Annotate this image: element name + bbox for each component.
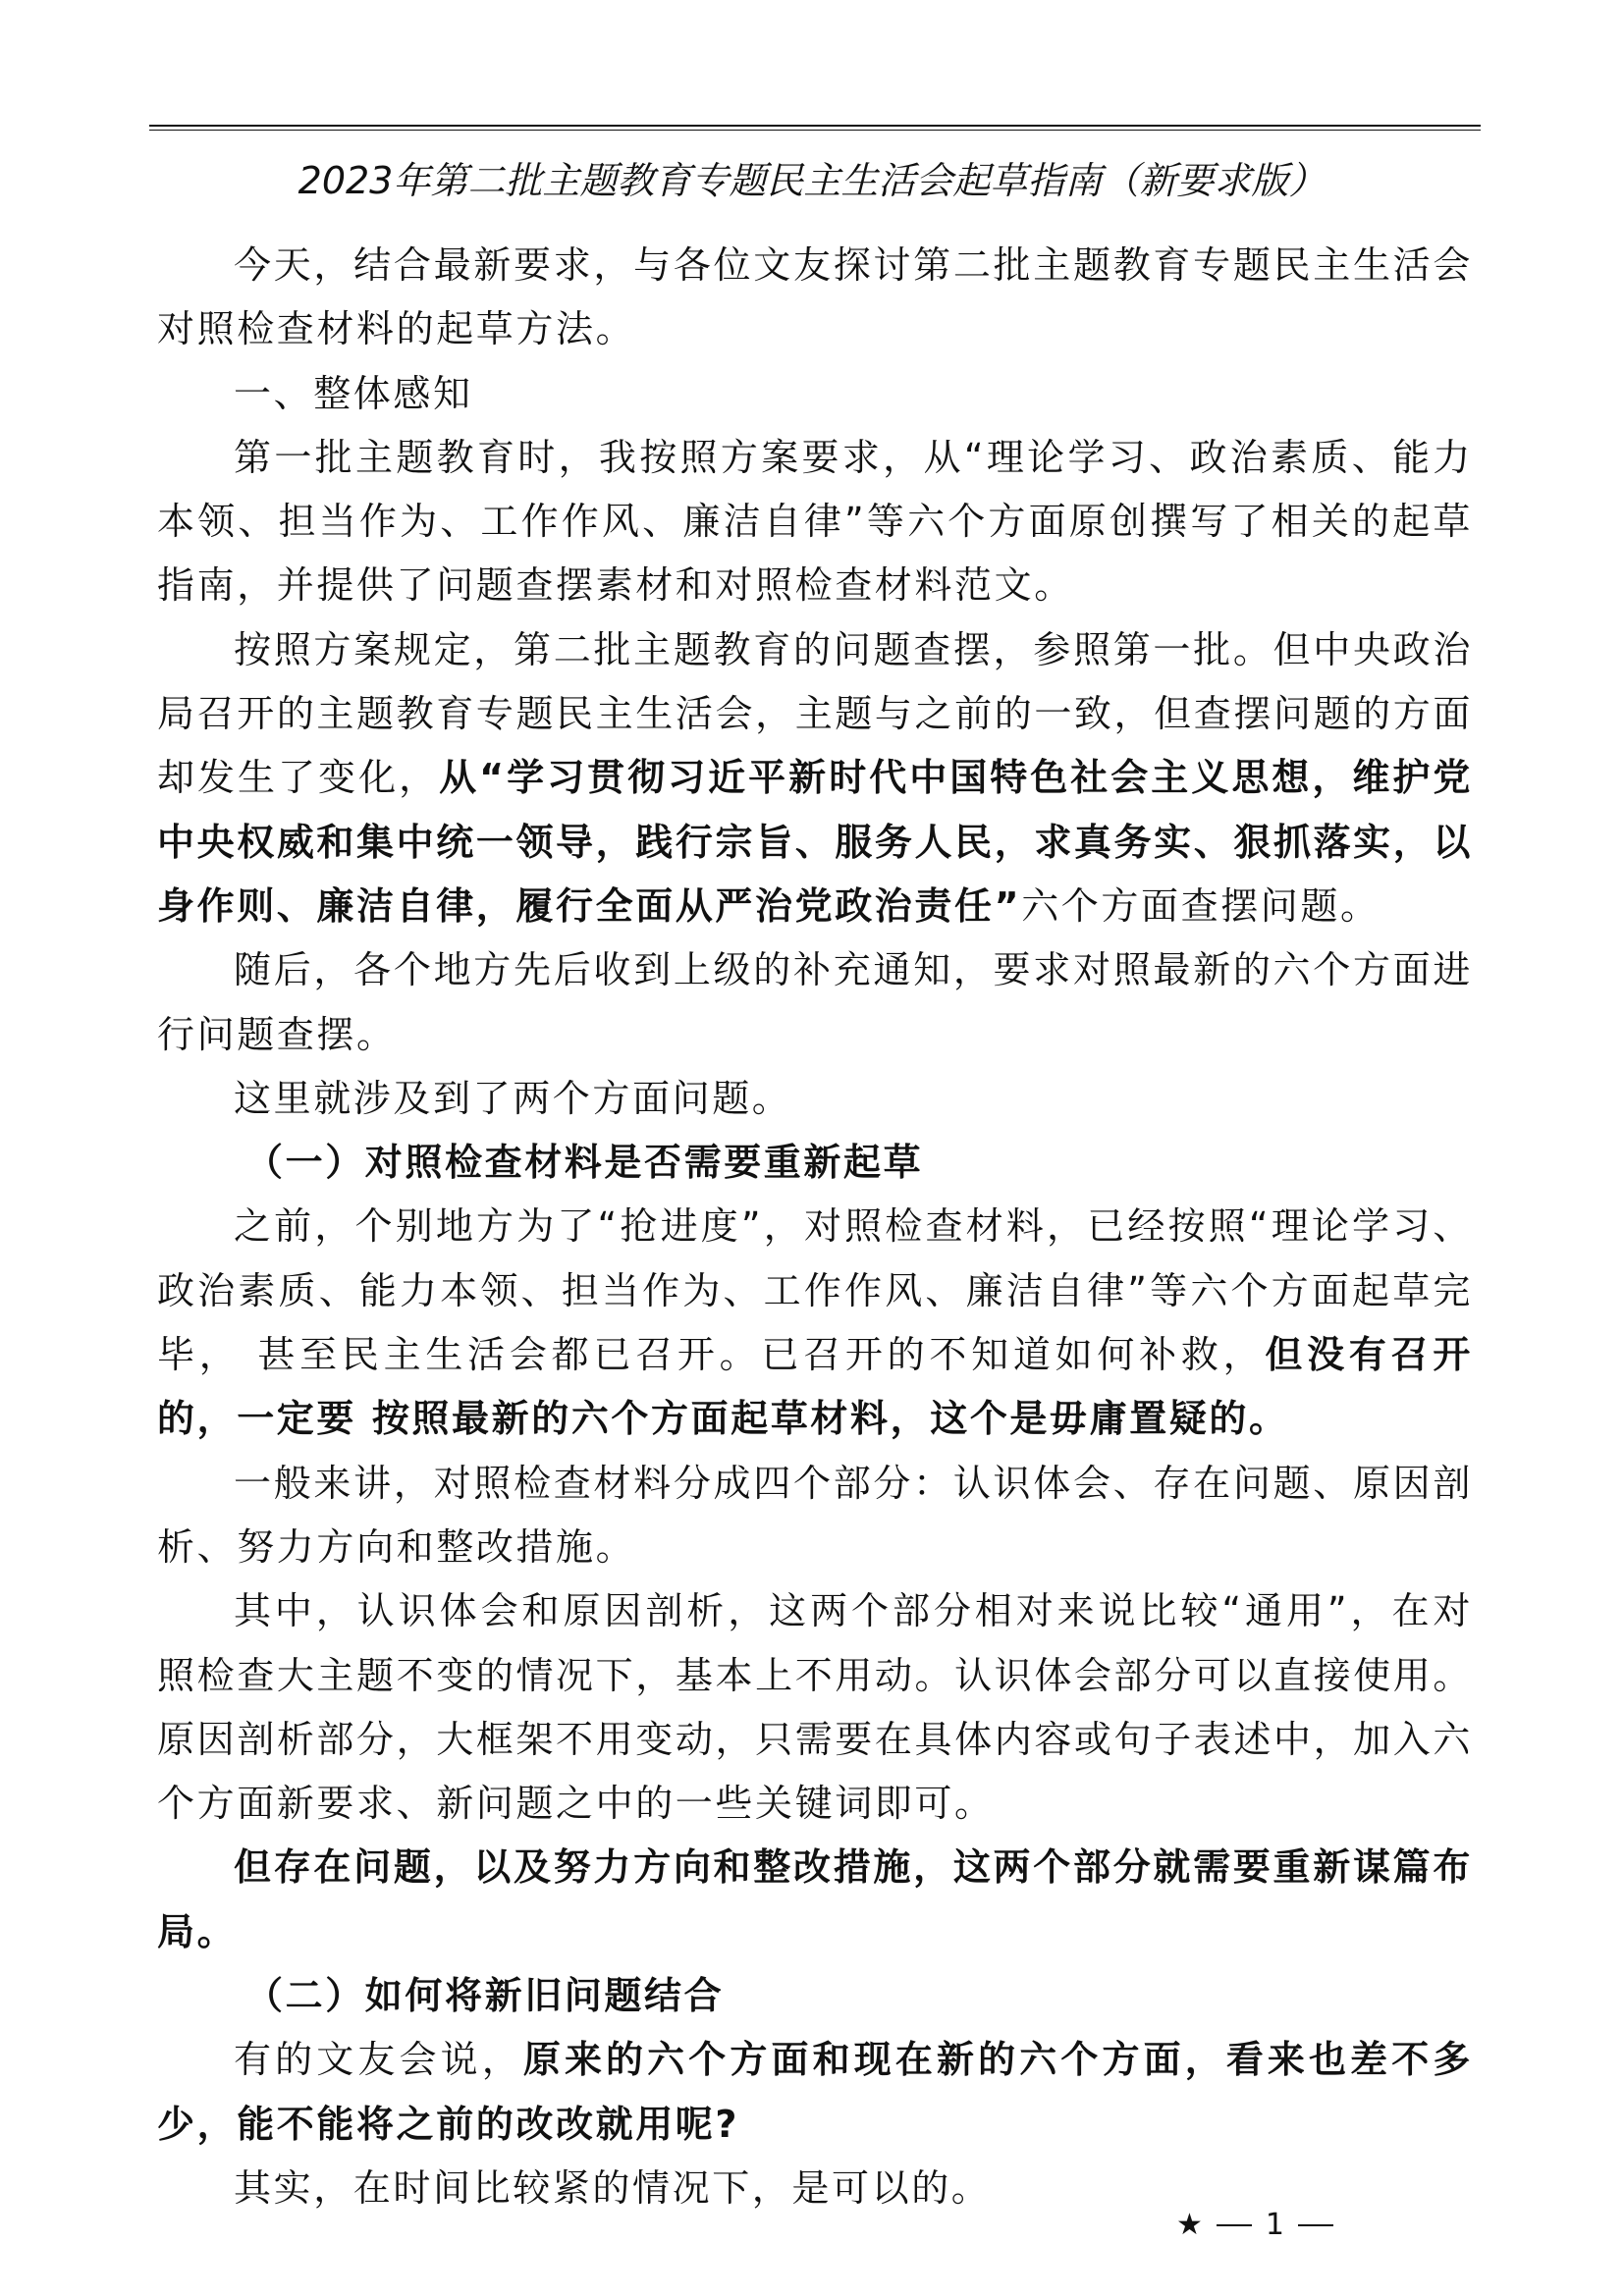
paragraph	[157, 426, 1473, 618]
bold-text: 从“学习贯彻习近平新时代中国特色社会主义思想，维护党中央权威和集中统一领导，践行宗旨、服务人民，求真务实、狠抓落实，以身作则、廉洁自律，履行全面从严治党政治责任”	[157, 756, 1473, 928]
paragraph	[157, 938, 1473, 1067]
bold-text: 但存在问题，以及努力方向和整改措施，这两个部分就需要重新谋篇布局。	[157, 1845, 1473, 1953]
bold-text: 但没有召开的，一定要 按照最新的六个方面起草材料，这个是毋庸置疑的。	[157, 1333, 1473, 1441]
paragraph	[157, 1452, 1473, 1580]
text-run: 按照方案规定，第二批主题教育的问题查摆，参照第一批。但中央政治局召开的主题教育专题民主生活会，主题与之前的一致，但查摆问题的方面却发生了变化，	[157, 627, 1473, 800]
header-rule-thick	[149, 125, 1481, 127]
text-run: 其实，在时间比较紧的情况下，是可以的。	[234, 2165, 992, 2210]
dash-right	[1298, 2224, 1333, 2226]
dash-left	[1217, 2224, 1252, 2226]
document-body	[157, 234, 1473, 2220]
paragraph	[157, 1579, 1473, 1836]
text-run: 这里就涉及到了两个方面问题。	[234, 1076, 792, 1120]
bold-text: 原来的六个方面和现在新的六个方面，看来也差不多少，能不能将之前的改改就用呢?	[157, 2038, 1473, 2146]
text-run: 六个方面查摆问题。	[1021, 883, 1380, 928]
paragraph	[157, 1195, 1473, 1451]
text-run: 之前，个别地方为了“抢进度”，对照检查材料，已经按照“理论学习、 政治素质、能力本领、担当作为、工作作风、廉洁自律”等六个方面起草完毕， 甚至民主生活会都已召开。已召开的不知道如何补救，	[157, 1204, 1473, 1377]
document-title: 2023年第二批主题教育专题民主生活会起草指南（新要求版）	[298, 159, 1326, 202]
text-run: 第一批主题教育时，我按照方案要求，从“理论学习、政治素质、能力本领、担当作为、工作作风、廉洁自律”等六个方面原创撰写了相关的起草指南，并提供了问题查摆素材和对照检查材料范文。	[157, 435, 1473, 608]
paragraph	[157, 362, 1473, 426]
text-run: 随后，各个地方先后收到上级的补充通知，要求对照最新的六个方面进行问题查摆。	[157, 948, 1473, 1056]
section-heading	[157, 1964, 1473, 2028]
paragraph	[157, 1836, 1473, 1964]
text-run: 其中，认识体会和原因剖析，这两个部分相对来说比较“通用”，在对照检查大主题不变的情况下，基本上不用动。认识体会部分可以直接使用。原因剖析部分，大框架不用变动，只需要在具体内容或句子表述中，加入六个方面新要求、新问题之中的一些关键词即可。	[157, 1589, 1473, 1826]
header-rule-thin	[149, 130, 1481, 131]
paragraph	[157, 618, 1473, 938]
text-run: 一、整体感知	[234, 371, 473, 415]
section-heading	[157, 1131, 1473, 1195]
page-footer	[1176, 2208, 1333, 2242]
star-icon: ★	[1176, 2208, 1203, 2242]
paragraph	[157, 2028, 1473, 2157]
text-run: 有的文友会说，	[234, 2038, 523, 2082]
paragraph	[157, 234, 1473, 362]
bold-text: （二）如何将新旧问题结合	[245, 1974, 725, 2018]
bold-text: （一）对照检查材料是否需要重新起草	[245, 1141, 924, 1185]
text-run: 今天，结合最新要求，与各位文友探讨第二批主题教育专题民主生活会对照检查材料的起草方法。	[157, 243, 1473, 351]
paragraph	[157, 1067, 1473, 1131]
text-run: 一般来讲，对照检查材料分成四个部分：认识体会、存在问题、原因剖析、努力方向和整改措施。	[157, 1461, 1473, 1569]
page-number: 1	[1265, 2208, 1284, 2242]
